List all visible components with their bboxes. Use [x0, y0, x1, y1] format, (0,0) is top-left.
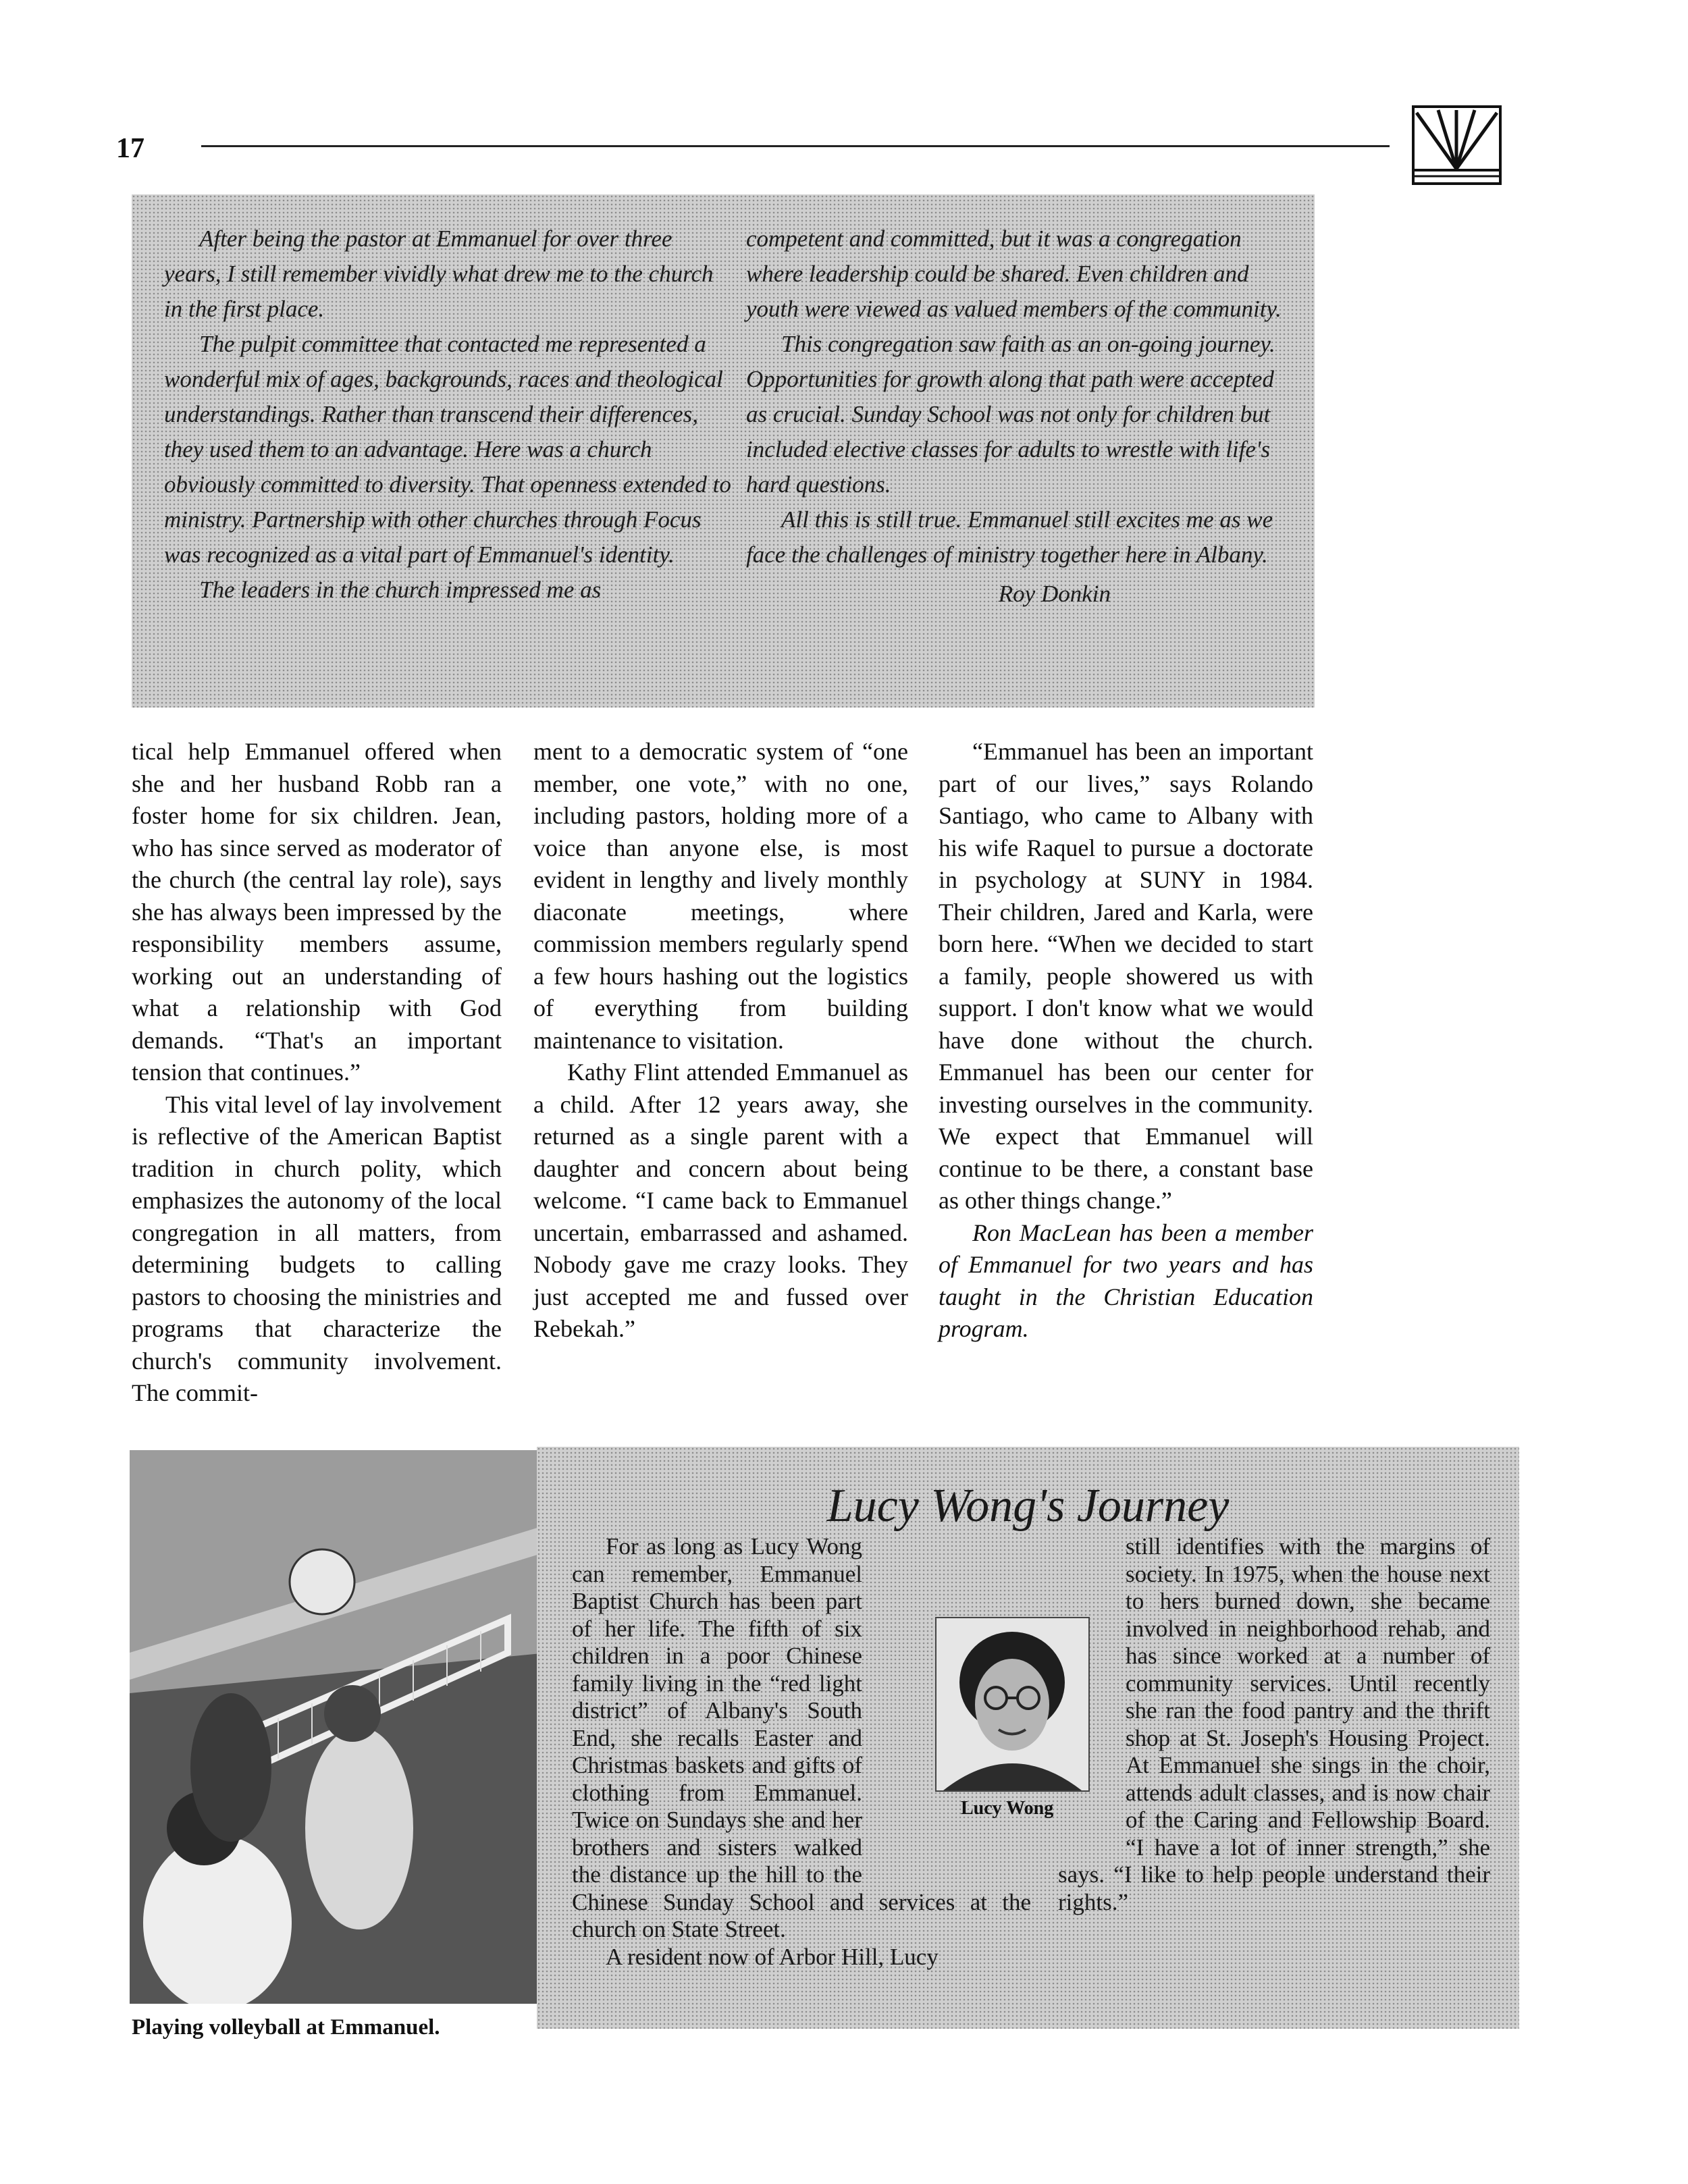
page-number: 17	[116, 133, 144, 164]
lucy-wong-sidebar	[537, 1447, 1519, 2029]
sidebar-paragraph: still identifies with the margins of society. In 1975, when the house next to hers burned down, she became involved in neighborhood rehab, and has since worked at a number of community services. Until recently she ran the food pantry and the thrift shop at St. Joseph's Housing Project. At Emmanuel she sings in the choir, attends adult classes, and is now chair of the Caring and Fellowship Board. “I have a lot of inner strength,” she says. “I like to help people understand their rights.”	[1058, 1533, 1490, 1915]
lucy-wong-portrait	[935, 1617, 1090, 1792]
quote-paragraph: competent and committed, but it was a congregation where leadership could be shared. Even children and youth were viewed as valued members of the community.	[746, 225, 1282, 322]
sidebar-title: Lucy Wong's Journey	[826, 1480, 1230, 1532]
sunburst-logo-icon	[1411, 105, 1502, 186]
sidebar-paragraph: A resident now of Arbor Hill, Lucy	[606, 1943, 939, 1970]
article-paragraph: Kathy Flint attended Emmanuel as a child. After 12 years away, she returned as a single parent with a daughter and concern about being welcome. “I came back to Emmanuel uncertain, embarrassed and ashamed. Nobody gave me crazy looks. They just accepted me and fussed over Rebekah.”	[533, 1059, 908, 1342]
quote-signature: Roy Donkin	[998, 581, 1111, 607]
quote-left-column	[164, 221, 731, 608]
quote-paragraph: All this is still true. Emmanuel still excites me as we face the challenges of ministry together here in Albany.	[746, 506, 1273, 568]
pastor-quote-box	[132, 194, 1315, 708]
quote-paragraph: This congregation saw faith as an on-going journey. Opportunities for growth along that path were accepted as crucial. Sunday School was not only for children but included elective classes for adults to wrestle with life's hard questions.	[746, 331, 1275, 498]
article-paragraph: This vital level of lay involvement is reflective of the American Baptist tradition in church polity, which emphasizes the autonomy of the local congregation in all matters, from determining budgets to calling pastors to choosing the ministries and programs that characterize the church's community involvement. The commit-	[132, 1090, 502, 1406]
article-column-3	[939, 736, 1313, 1346]
article-paragraph: “Emmanuel has been an important part of our lives,” says Rolando Santiago, who came to Albany with his wife Raquel to pursue a doctorate in psychology at SUNY in 1984. Their children, Jared and Karla, were born here. “When we decided to start a family, people showered us with support. I don't know what we would have done without the church. Emmanuel has been our center for investing ourselves in the community. We expect that Emmanuel will continue to be there, a constant base as other things change.”	[939, 738, 1313, 1214]
quote-right-column	[746, 221, 1286, 612]
quote-paragraph: The leaders in the church impressed me as	[199, 577, 602, 603]
portrait-caption: Lucy Wong	[961, 1798, 1054, 1819]
article-paragraph: tical help Emmanuel offered when she and her husband Robb ran a foster home for six children. Jean, who has since served as moderator of the church (the central lay role), says she has always been impressed by the responsibility members assume, working out an understanding of what a relationship with God demands. “That's an important tension that continues.”	[132, 738, 502, 1086]
header-rule	[201, 145, 1390, 147]
article-column-1	[132, 736, 502, 1410]
volleyball-photo	[130, 1450, 548, 2004]
author-byline: Ron MacLean has been a member of Emmanuel for two years and has taught in the Christian Education program.	[939, 1219, 1313, 1342]
article-column-2	[533, 736, 908, 1346]
sidebar-right-column	[1058, 1533, 1490, 1916]
quote-paragraph: The pulpit committee that contacted me represented a wonderful mix of ages, backgrounds, races and theological understandings. Rather than transcend their differences, they used them to an advantage. Here was a church obviously committed to diversity. That openness extended to ministry. Partnership with other churches through Focus was recognized as a vital part of Emmanuel's identity.	[164, 331, 731, 568]
article-paragraph: ment to a democratic system of “one member, one vote,” with no one, including pastors, holding more of a voice than anyone else, is most evident in lengthy and lively monthly diaconate meetings, where commission members regularly spend a few hours hashing out the logistics of everything from building maintenance to visitation.	[533, 738, 908, 1054]
photo-caption: Playing volleyball at Emmanuel.	[132, 2015, 440, 2040]
quote-paragraph: After being the pastor at Emmanuel for over three years, I still remember vividly what drew me to the church in the first place.	[164, 225, 714, 322]
sidebar-paragraph: For as long as Lucy Wong can remember, Emmanuel Baptist Church has been part of her life. The fifth of six children in a poor Chinese family living in the “red light district” of Albany's South End, she recalls Easter and Christmas baskets and gifts of clothing from Emmanuel. Twice on Sundays she and her brothers and sisters walked the distance up the hill to the Chinese Sunday School and services at the church on State Street.	[572, 1533, 1031, 1942]
